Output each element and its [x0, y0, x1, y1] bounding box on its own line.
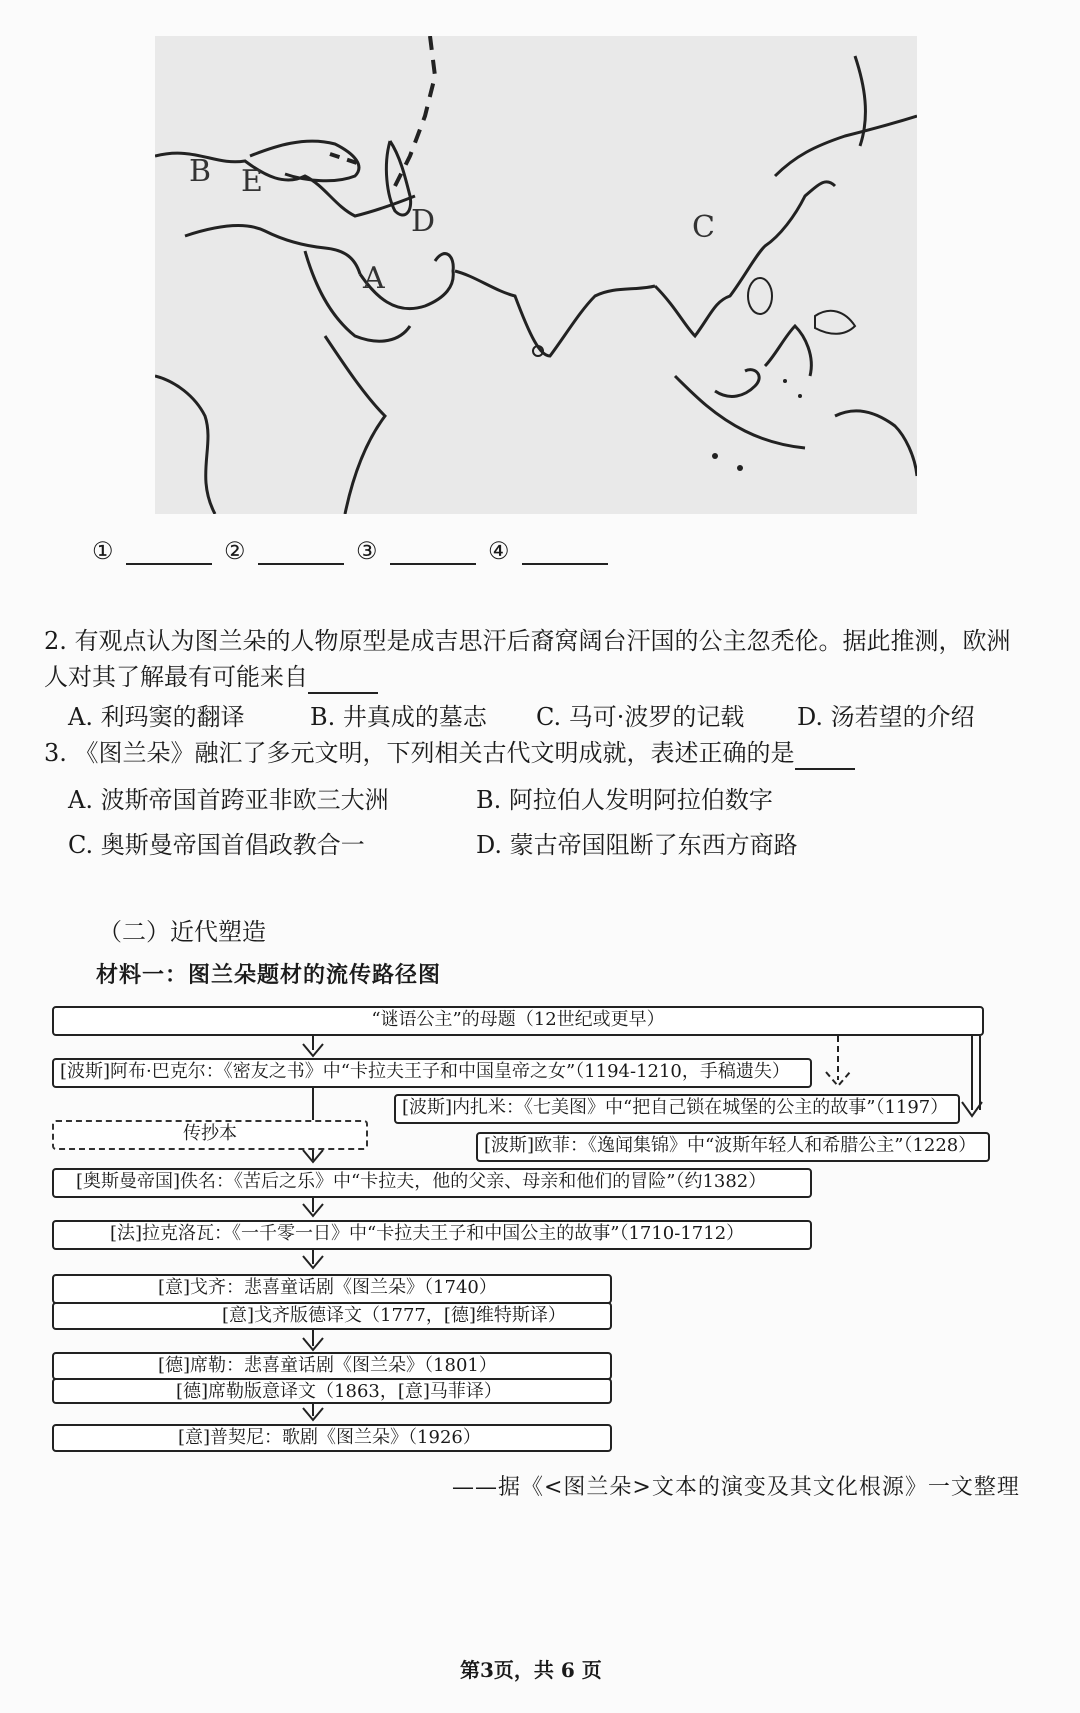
flow-nizami: [394, 1094, 960, 1124]
flow-aufi: [476, 1132, 990, 1162]
q2-line1: 2. 有观点认为图兰朵的人物原型是成吉思汗后裔窝阔台汗国的公主忽禿伦。据此推测，欧洲: [44, 627, 1011, 655]
flow-copy-text: 传抄本: [183, 1123, 237, 1144]
section-title: （二）近代塑造: [98, 918, 266, 946]
map-label-c: C: [692, 210, 715, 245]
flow-nizami-text: [波斯]内扎米：《七美图》中“把自己锁在城堡的公主的故事”（1197）: [402, 1097, 949, 1118]
arrow-5: [303, 1328, 323, 1350]
arrow-3: [303, 1196, 323, 1216]
map-label-d: D: [411, 204, 436, 239]
q3-option-a[interactable]: A. 波斯帝国首跨亚非欧三大洲: [68, 786, 389, 814]
blank-3-label: ③: [356, 537, 378, 565]
q3-option-d[interactable]: D. 蒙古帝国阻断了东西方商路: [476, 831, 798, 859]
arrow-right-1: [826, 1036, 850, 1086]
flow-ottoman: [52, 1168, 812, 1198]
flow-gozzi-2: [52, 1302, 612, 1330]
q2-option-b[interactable]: B. 井真成的墓志: [310, 703, 487, 731]
material-title: 材料一：图兰朵题材的流传路径图: [96, 962, 442, 988]
arrow-4: [303, 1250, 323, 1268]
q2-option-d[interactable]: D. 汤若望的介绍: [797, 703, 975, 731]
flow-ottoman-text: [奥斯曼帝国]佚名：《苦后之乐》中“卡拉夫，他的父亲、母亲和他们的冒险”（约1382）: [76, 1171, 767, 1192]
map-label-a: A: [363, 261, 385, 296]
q2-option-a[interactable]: A. 利玛窦的翻译: [68, 703, 245, 731]
source-note: ——据《<图兰朵>文本的演变及其文化根源》一文整理: [452, 1475, 1020, 1500]
flow-french-text: [法]拉克洛瓦：《一千零一日》中“卡拉夫王子和中国公主的故事”（1710-1712）: [110, 1223, 745, 1244]
flow-gozzi-1-text: [意]戈齐：悲喜童话剧《图兰朵》（1740）: [158, 1277, 497, 1298]
arrow-1: [303, 1036, 323, 1056]
q2-option-c[interactable]: C. 马可·波罗的记载: [536, 703, 745, 731]
flow-top-text: “谜语公主”的母题（12世纪或更早）: [371, 1009, 665, 1030]
flow-abu: [52, 1058, 812, 1088]
q3-text-label: 3. 《图兰朵》融汇了多元文明，下列相关古代文明成就，表述正确的是: [44, 739, 795, 767]
flow-gozzi-1: [52, 1274, 612, 1304]
blank-1-label: ①: [92, 537, 114, 565]
flow-abu-text: [波斯]阿布·巴克尔：《密友之书》中“卡拉夫王子和中国皇帝之女”（1194-1210，手稿遗失）: [60, 1061, 790, 1082]
flow-puccini-text: [意]普契尼：歌剧《图兰朵》（1926）: [178, 1427, 481, 1448]
q3-option-b[interactable]: B. 阿拉伯人发明阿拉伯数字: [476, 786, 773, 814]
map-label-e: E: [241, 164, 263, 199]
flow-french: [52, 1220, 812, 1250]
flow-gozzi-2-text: [意]戈齐版德译文（1777，[德]维特斯译）: [222, 1305, 566, 1326]
flow-schiller-2-text: [德]席勒版意译文（1863，[意]马菲译）: [176, 1381, 502, 1402]
page-footer: 第3页，共 6 页: [460, 1658, 602, 1682]
flow-schiller-2: [52, 1378, 612, 1404]
q3-option-c[interactable]: C. 奥斯曼帝国首倡政教合一: [68, 831, 365, 859]
flow-schiller-1: [52, 1352, 612, 1380]
flow-schiller-1-text: [德]席勒：悲喜童话剧《图兰朵》（1801）: [158, 1355, 497, 1376]
map-label-b: B: [189, 154, 212, 189]
flow-copy: [52, 1120, 368, 1150]
flow-puccini: [52, 1424, 612, 1452]
flow-aufi-text: [波斯]欧菲：《逸闻集锦》中“波斯年轻人和希腊公主”（1228）: [484, 1135, 977, 1156]
blank-2-label: ②: [224, 537, 246, 565]
q2-line2-text: 人对其了解最有可能来自: [44, 663, 308, 691]
blank-4-label: ④: [488, 537, 510, 565]
